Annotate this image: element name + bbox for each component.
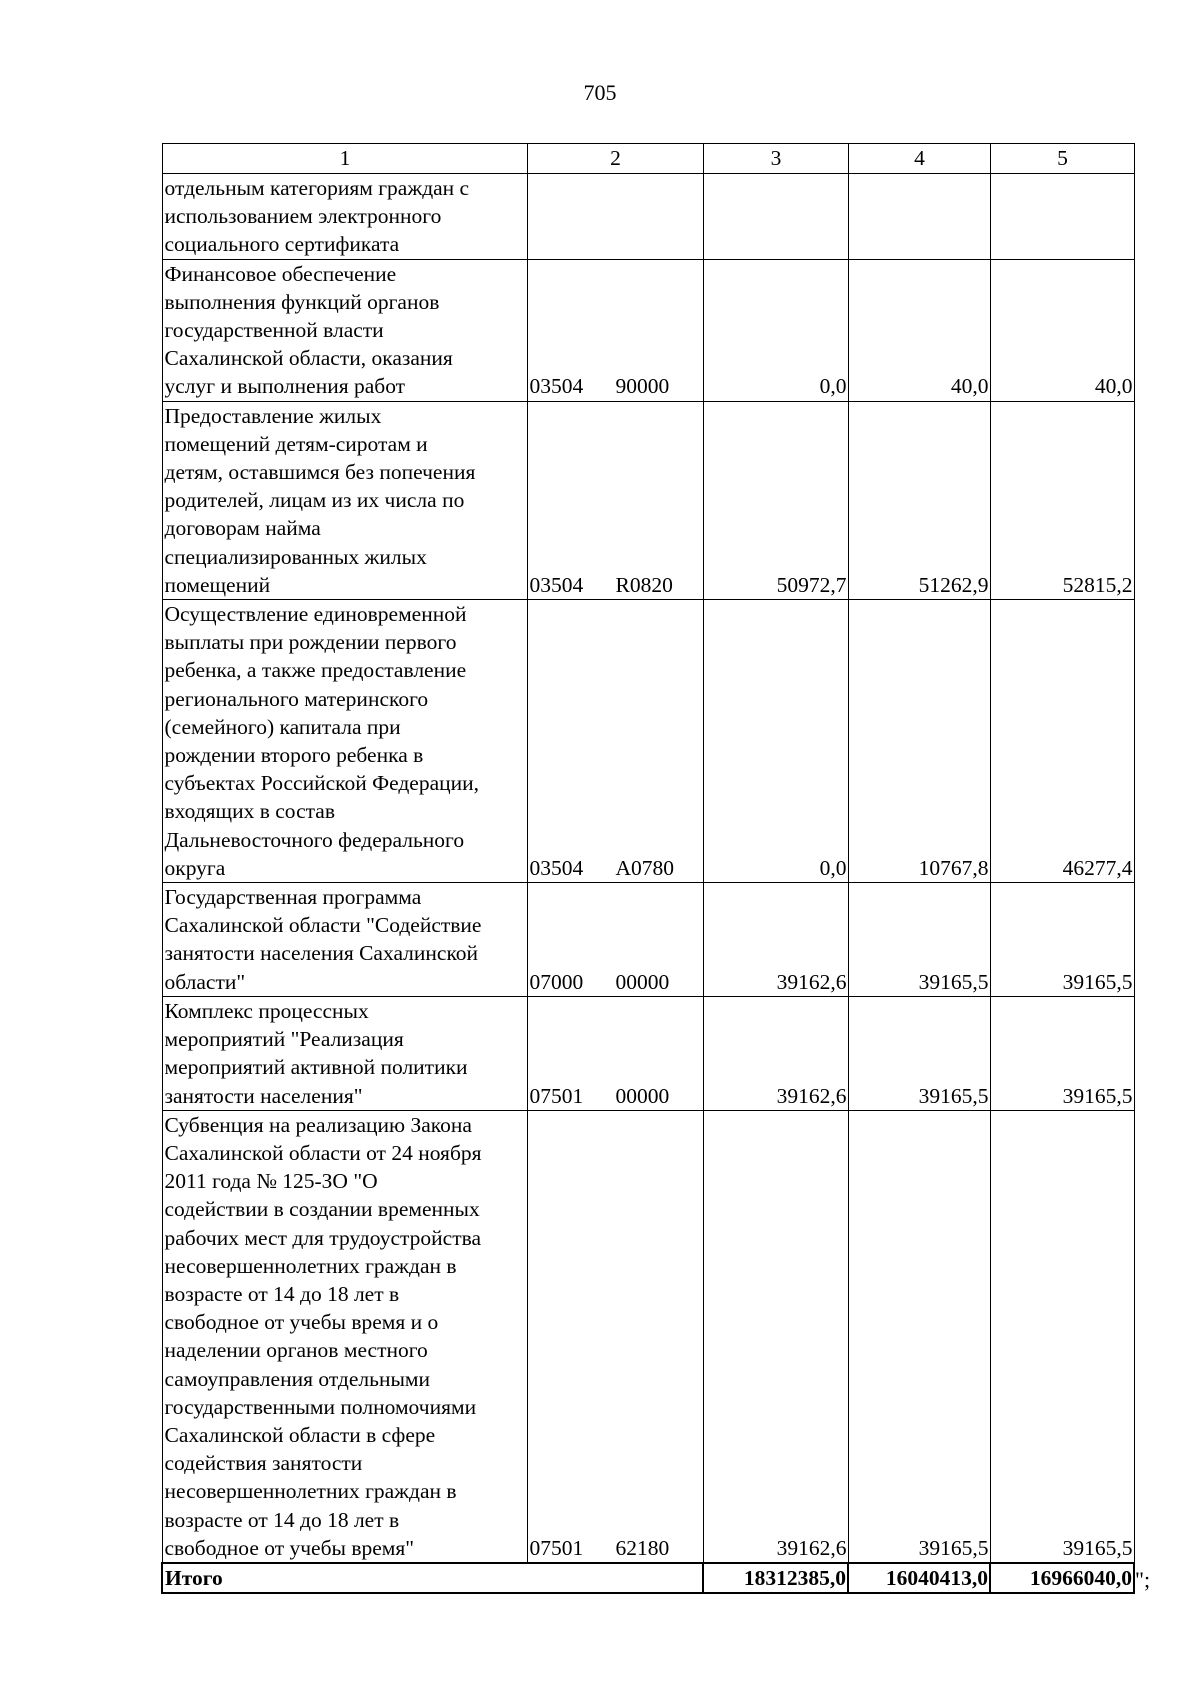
row-code bbox=[527, 996, 703, 1110]
row-name-line: входящих в состав bbox=[164, 799, 335, 824]
header-cell-4: 4 bbox=[848, 144, 990, 174]
program-code: 07501 bbox=[529, 1535, 584, 1560]
program-code: 03504 bbox=[529, 374, 584, 399]
row-value-5: 39165,5 bbox=[990, 1110, 1134, 1563]
row-name-line: помещений bbox=[164, 572, 271, 597]
row-name-line: мероприятий "Реализация bbox=[164, 1027, 404, 1052]
row-name-line: свободное от учебы время" bbox=[164, 1535, 415, 1560]
row-code bbox=[527, 883, 703, 997]
row-name-line: использованием электронного bbox=[164, 204, 442, 229]
row-name-line: родителей, лицам из их числа по bbox=[164, 488, 465, 513]
row-name-line: Сахалинской области "Содействие bbox=[164, 913, 482, 938]
row-name-line: отдельным категориям граждан с bbox=[164, 176, 470, 200]
row-name-line: (семейного) капитала при bbox=[164, 714, 401, 739]
row-value-3: 50972,7 bbox=[703, 401, 848, 599]
header-cell-2: 2 bbox=[527, 144, 703, 174]
row-name-line: Дальневосточного федерального bbox=[164, 827, 465, 852]
row-name-line: договорам найма bbox=[164, 516, 321, 541]
row-code bbox=[527, 259, 703, 401]
row-name-line: содействия занятости bbox=[164, 1451, 363, 1476]
total-row bbox=[162, 1563, 1134, 1593]
table-row bbox=[162, 259, 1134, 401]
row-name-line: занятости населения" bbox=[164, 1083, 363, 1108]
row-value-5: 46277,4 bbox=[990, 600, 1134, 883]
row-name-line: выполнения функций органов bbox=[164, 289, 440, 314]
row-name-line: занятости населения Сахалинской bbox=[164, 941, 479, 966]
row-name-line: области" bbox=[164, 969, 246, 994]
table-row bbox=[162, 401, 1134, 599]
row-value-3: 39162,6 bbox=[703, 883, 848, 997]
direction-code: 00000 bbox=[615, 969, 670, 994]
row-name bbox=[162, 600, 527, 883]
row-name bbox=[162, 883, 527, 997]
program-code: 03504 bbox=[529, 572, 584, 597]
row-name-line: детям, оставшимся без попечения bbox=[164, 460, 476, 485]
table-row bbox=[162, 996, 1134, 1110]
row-name bbox=[162, 174, 527, 260]
direction-code: 62180 bbox=[615, 1535, 670, 1560]
closing-quote: "; bbox=[1135, 1567, 1151, 1592]
row-value-3: 0,0 bbox=[703, 259, 848, 401]
program-code: 03504 bbox=[529, 855, 584, 880]
row-name-line: возрасте от 14 до 18 лет в bbox=[164, 1281, 400, 1306]
row-value-5: 39165,5 bbox=[990, 996, 1134, 1110]
row-value-5: 40,0 bbox=[990, 259, 1134, 401]
row-name-line: государственной власти bbox=[164, 318, 384, 343]
row-value-3: 39162,6 bbox=[703, 996, 848, 1110]
row-name-line: государственными полномочиями bbox=[164, 1394, 477, 1419]
header-row bbox=[162, 144, 1134, 174]
row-name-line: округа bbox=[164, 855, 226, 880]
row-value-3: 0,0 bbox=[703, 600, 848, 883]
row-name-line: мероприятий активной политики bbox=[164, 1055, 468, 1080]
row-name-line: рабочих мест для трудоустройства bbox=[164, 1225, 481, 1250]
row-value-4: 39165,5 bbox=[848, 1110, 990, 1563]
total-label: Итого bbox=[162, 1563, 703, 1593]
row-name-line: Финансовое обеспечение bbox=[164, 261, 397, 286]
row-code bbox=[527, 401, 703, 599]
row-name-line: регионального материнского bbox=[164, 686, 429, 711]
table-row bbox=[162, 1110, 1134, 1563]
row-value-4: 39165,5 bbox=[848, 883, 990, 997]
row-name-line: социального сертификата bbox=[164, 232, 400, 257]
table-row bbox=[162, 883, 1134, 997]
row-name bbox=[162, 1110, 527, 1563]
program-code: 07000 bbox=[529, 969, 584, 994]
row-name-line: Субвенция на реализацию Закона bbox=[164, 1112, 472, 1137]
row-name-line: специализированных жилых bbox=[164, 544, 427, 569]
row-name-line: несовершеннолетних граждан в bbox=[164, 1253, 457, 1278]
row-name-line: свободное от учебы время и о bbox=[164, 1310, 439, 1335]
row-name-line: содействии в создании временных bbox=[164, 1197, 480, 1222]
total-value-3: 18312385,0 bbox=[703, 1563, 848, 1593]
direction-code: A0780 bbox=[615, 855, 675, 880]
row-value-5: 39165,5 bbox=[990, 883, 1134, 997]
row-name-line: Сахалинской области от 24 ноября bbox=[164, 1140, 482, 1165]
row-name-line: услуг и выполнения работ bbox=[164, 374, 406, 399]
total-value-4: 16040413,0 bbox=[848, 1563, 990, 1593]
row-name-line: возрасте от 14 до 18 лет в bbox=[164, 1507, 400, 1532]
row-name-line: 2011 года № 125-ЗО "О bbox=[164, 1169, 378, 1194]
row-value-4: 51262,9 bbox=[848, 401, 990, 599]
row-name-line: Осуществление единовременной bbox=[164, 602, 467, 627]
row-code bbox=[527, 1110, 703, 1563]
row-code bbox=[527, 600, 703, 883]
row-name-line: Комплекс процессных bbox=[164, 998, 369, 1023]
row-code bbox=[527, 174, 703, 260]
row-name-line: Сахалинской области в сфере bbox=[164, 1422, 436, 1447]
row-value-4: 40,0 bbox=[848, 259, 990, 401]
row-value-4: 39165,5 bbox=[848, 996, 990, 1110]
direction-code: 90000 bbox=[615, 374, 670, 399]
row-value-4 bbox=[848, 174, 990, 260]
row-name-line: Предоставление жилых bbox=[164, 403, 382, 428]
direction-code: 00000 bbox=[615, 1083, 670, 1108]
row-value-4: 10767,8 bbox=[848, 600, 990, 883]
row-name-line: рождении второго ребенка в bbox=[164, 743, 424, 768]
row-name-line: Сахалинской области, оказания bbox=[164, 346, 453, 371]
row-value-3: 39162,6 bbox=[703, 1110, 848, 1563]
row-name-line: несовершеннолетних граждан в bbox=[164, 1479, 457, 1504]
row-name-line: ребенка, а также предоставление bbox=[164, 658, 467, 683]
direction-code: R0820 bbox=[615, 572, 673, 597]
row-value-5: 52815,2 bbox=[990, 401, 1134, 599]
table-row bbox=[162, 174, 1134, 260]
table-row bbox=[162, 600, 1134, 883]
row-value-5 bbox=[990, 174, 1134, 260]
header-cell-5: 5 bbox=[990, 144, 1134, 174]
total-value-5: 16966040,0 bbox=[990, 1563, 1134, 1593]
program-code: 07501 bbox=[529, 1083, 584, 1108]
row-name-line: наделении органов местного bbox=[164, 1338, 428, 1363]
row-name bbox=[162, 996, 527, 1110]
header-cell-1: 1 bbox=[162, 144, 527, 174]
page-number: 705 bbox=[583, 80, 617, 105]
row-name-line: помещений детям-сиротам и bbox=[164, 431, 428, 456]
row-name-line: самоуправления отдельными bbox=[164, 1366, 431, 1391]
row-name-line: выплаты при рождении первого bbox=[164, 630, 457, 655]
row-name-line: субъектах Российской Федерации, bbox=[164, 771, 480, 796]
header-cell-3: 3 bbox=[703, 144, 848, 174]
budget-table bbox=[161, 143, 1135, 1594]
row-name bbox=[162, 401, 527, 599]
row-name bbox=[162, 259, 527, 401]
row-value-3 bbox=[703, 174, 848, 260]
row-name-line: Государственная программа bbox=[164, 885, 422, 910]
